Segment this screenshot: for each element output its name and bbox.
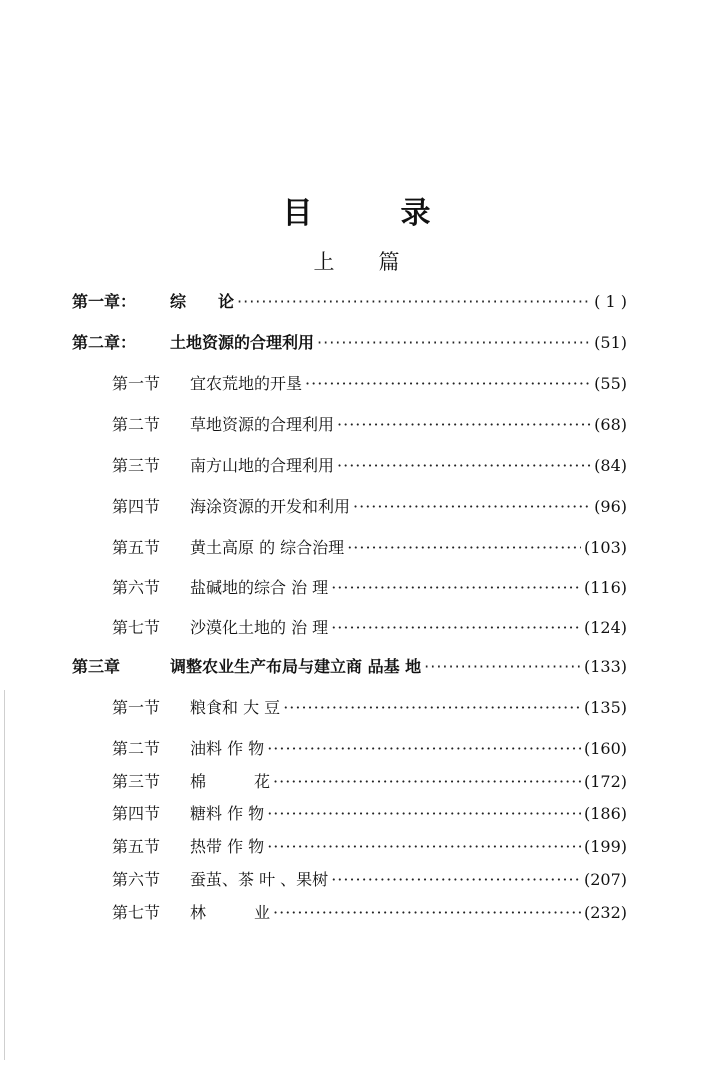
page-number: (199) xyxy=(583,837,627,856)
section-title: 油料 作 物 xyxy=(190,739,265,758)
toc-section xyxy=(112,900,627,923)
section-title: 棉 花 xyxy=(190,772,271,791)
section-number: 第六节 xyxy=(112,578,161,597)
page-number: (172) xyxy=(583,772,627,791)
dot-leader xyxy=(237,292,591,311)
toc-chapter-1 xyxy=(72,289,627,312)
dot-leader xyxy=(273,772,581,791)
section-number: 第七节 xyxy=(112,618,161,637)
toc-section xyxy=(112,494,627,517)
dot-leader xyxy=(283,698,581,717)
dot-leader xyxy=(273,903,581,922)
toc-section xyxy=(112,453,627,476)
section-title: 南方山地的合理利用 xyxy=(190,456,335,475)
dot-leader xyxy=(331,870,581,889)
section-title: 海涂资源的开发和利用 xyxy=(190,497,351,516)
part-heading: 上篇 xyxy=(313,250,444,274)
dot-leader xyxy=(331,578,581,597)
section-number: 第三节 xyxy=(112,456,161,475)
chapter-number: 第二章： xyxy=(72,333,137,352)
page-number: (186) xyxy=(583,804,627,823)
toc-section xyxy=(112,769,627,792)
section-number: 第五节 xyxy=(112,837,161,856)
toc-chapter-2 xyxy=(72,330,627,353)
section-number: 第二节 xyxy=(112,739,161,758)
section-title: 草地资源的合理利用 xyxy=(190,415,335,434)
section-number: 第一节 xyxy=(112,374,161,393)
page-number: (160) xyxy=(583,739,627,758)
toc-section xyxy=(112,801,627,824)
dot-leader xyxy=(353,497,591,516)
toc-section xyxy=(112,371,627,394)
section-title: 糖料 作 物 xyxy=(190,804,265,823)
page-number: (124) xyxy=(583,618,627,637)
page-number: (84) xyxy=(594,456,627,475)
chapter-title: 土地资源的合理利用 xyxy=(170,333,315,352)
dot-leader xyxy=(267,804,581,823)
page-number: (116) xyxy=(583,578,627,597)
section-title: 沙漠化土地的 治 理 xyxy=(190,618,329,637)
scan-edge-line xyxy=(4,690,5,1060)
section-number: 第四节 xyxy=(112,804,161,823)
toc-chapter-3 xyxy=(72,654,627,677)
dot-leader xyxy=(331,618,581,637)
toc-section xyxy=(112,575,627,598)
page-number: (103) xyxy=(583,538,627,557)
toc-section xyxy=(112,695,627,718)
page-number: (51) xyxy=(594,333,627,352)
toc-section xyxy=(112,834,627,857)
dot-leader xyxy=(267,739,581,758)
section-number: 第二节 xyxy=(112,415,161,434)
page-number: (135) xyxy=(583,698,627,717)
dot-leader xyxy=(305,374,591,393)
toc-section xyxy=(112,736,627,759)
dot-leader xyxy=(317,333,591,352)
toc-section xyxy=(112,535,627,558)
section-number: 第五节 xyxy=(112,538,161,557)
dot-leader xyxy=(347,538,581,557)
section-number: 第六节 xyxy=(112,870,161,889)
toc-section xyxy=(112,615,627,638)
dot-leader xyxy=(267,837,581,856)
dot-leader xyxy=(424,657,581,676)
section-number: 第七节 xyxy=(112,903,161,922)
chapter-title: 调整农业生产布局与建立商 品基 地 xyxy=(170,657,422,676)
toc-section xyxy=(112,867,627,890)
section-number: 第三节 xyxy=(112,772,161,791)
section-number: 第一节 xyxy=(112,698,161,717)
section-title: 黄土高原 的 综合治理 xyxy=(190,538,345,557)
dot-leader xyxy=(337,456,591,475)
page-number: (55) xyxy=(594,374,627,393)
page-number: (68) xyxy=(594,415,627,434)
section-title: 蚕茧、茶 叶 、果树 xyxy=(190,870,329,889)
section-title: 粮食和 大 豆 xyxy=(190,698,281,717)
section-number: 第四节 xyxy=(112,497,161,516)
section-title: 热带 作 物 xyxy=(190,837,265,856)
section-title: 宜农荒地的开垦 xyxy=(190,374,303,393)
page-number: (96) xyxy=(594,497,627,516)
page-title: 目录 xyxy=(282,196,519,231)
toc-section xyxy=(112,412,627,435)
chapter-number: 第一章： xyxy=(72,292,137,311)
page-number: (133) xyxy=(583,657,627,676)
chapter-title: 综 论 xyxy=(170,292,235,311)
section-title: 盐碱地的综合 治 理 xyxy=(190,578,329,597)
page-number: (232) xyxy=(583,903,627,922)
section-title: 林 业 xyxy=(190,903,271,922)
dot-leader xyxy=(337,415,591,434)
chapter-number: 第三章 xyxy=(72,657,121,676)
page-number: ( 1 ) xyxy=(594,292,627,311)
page-number: (207) xyxy=(583,870,627,889)
